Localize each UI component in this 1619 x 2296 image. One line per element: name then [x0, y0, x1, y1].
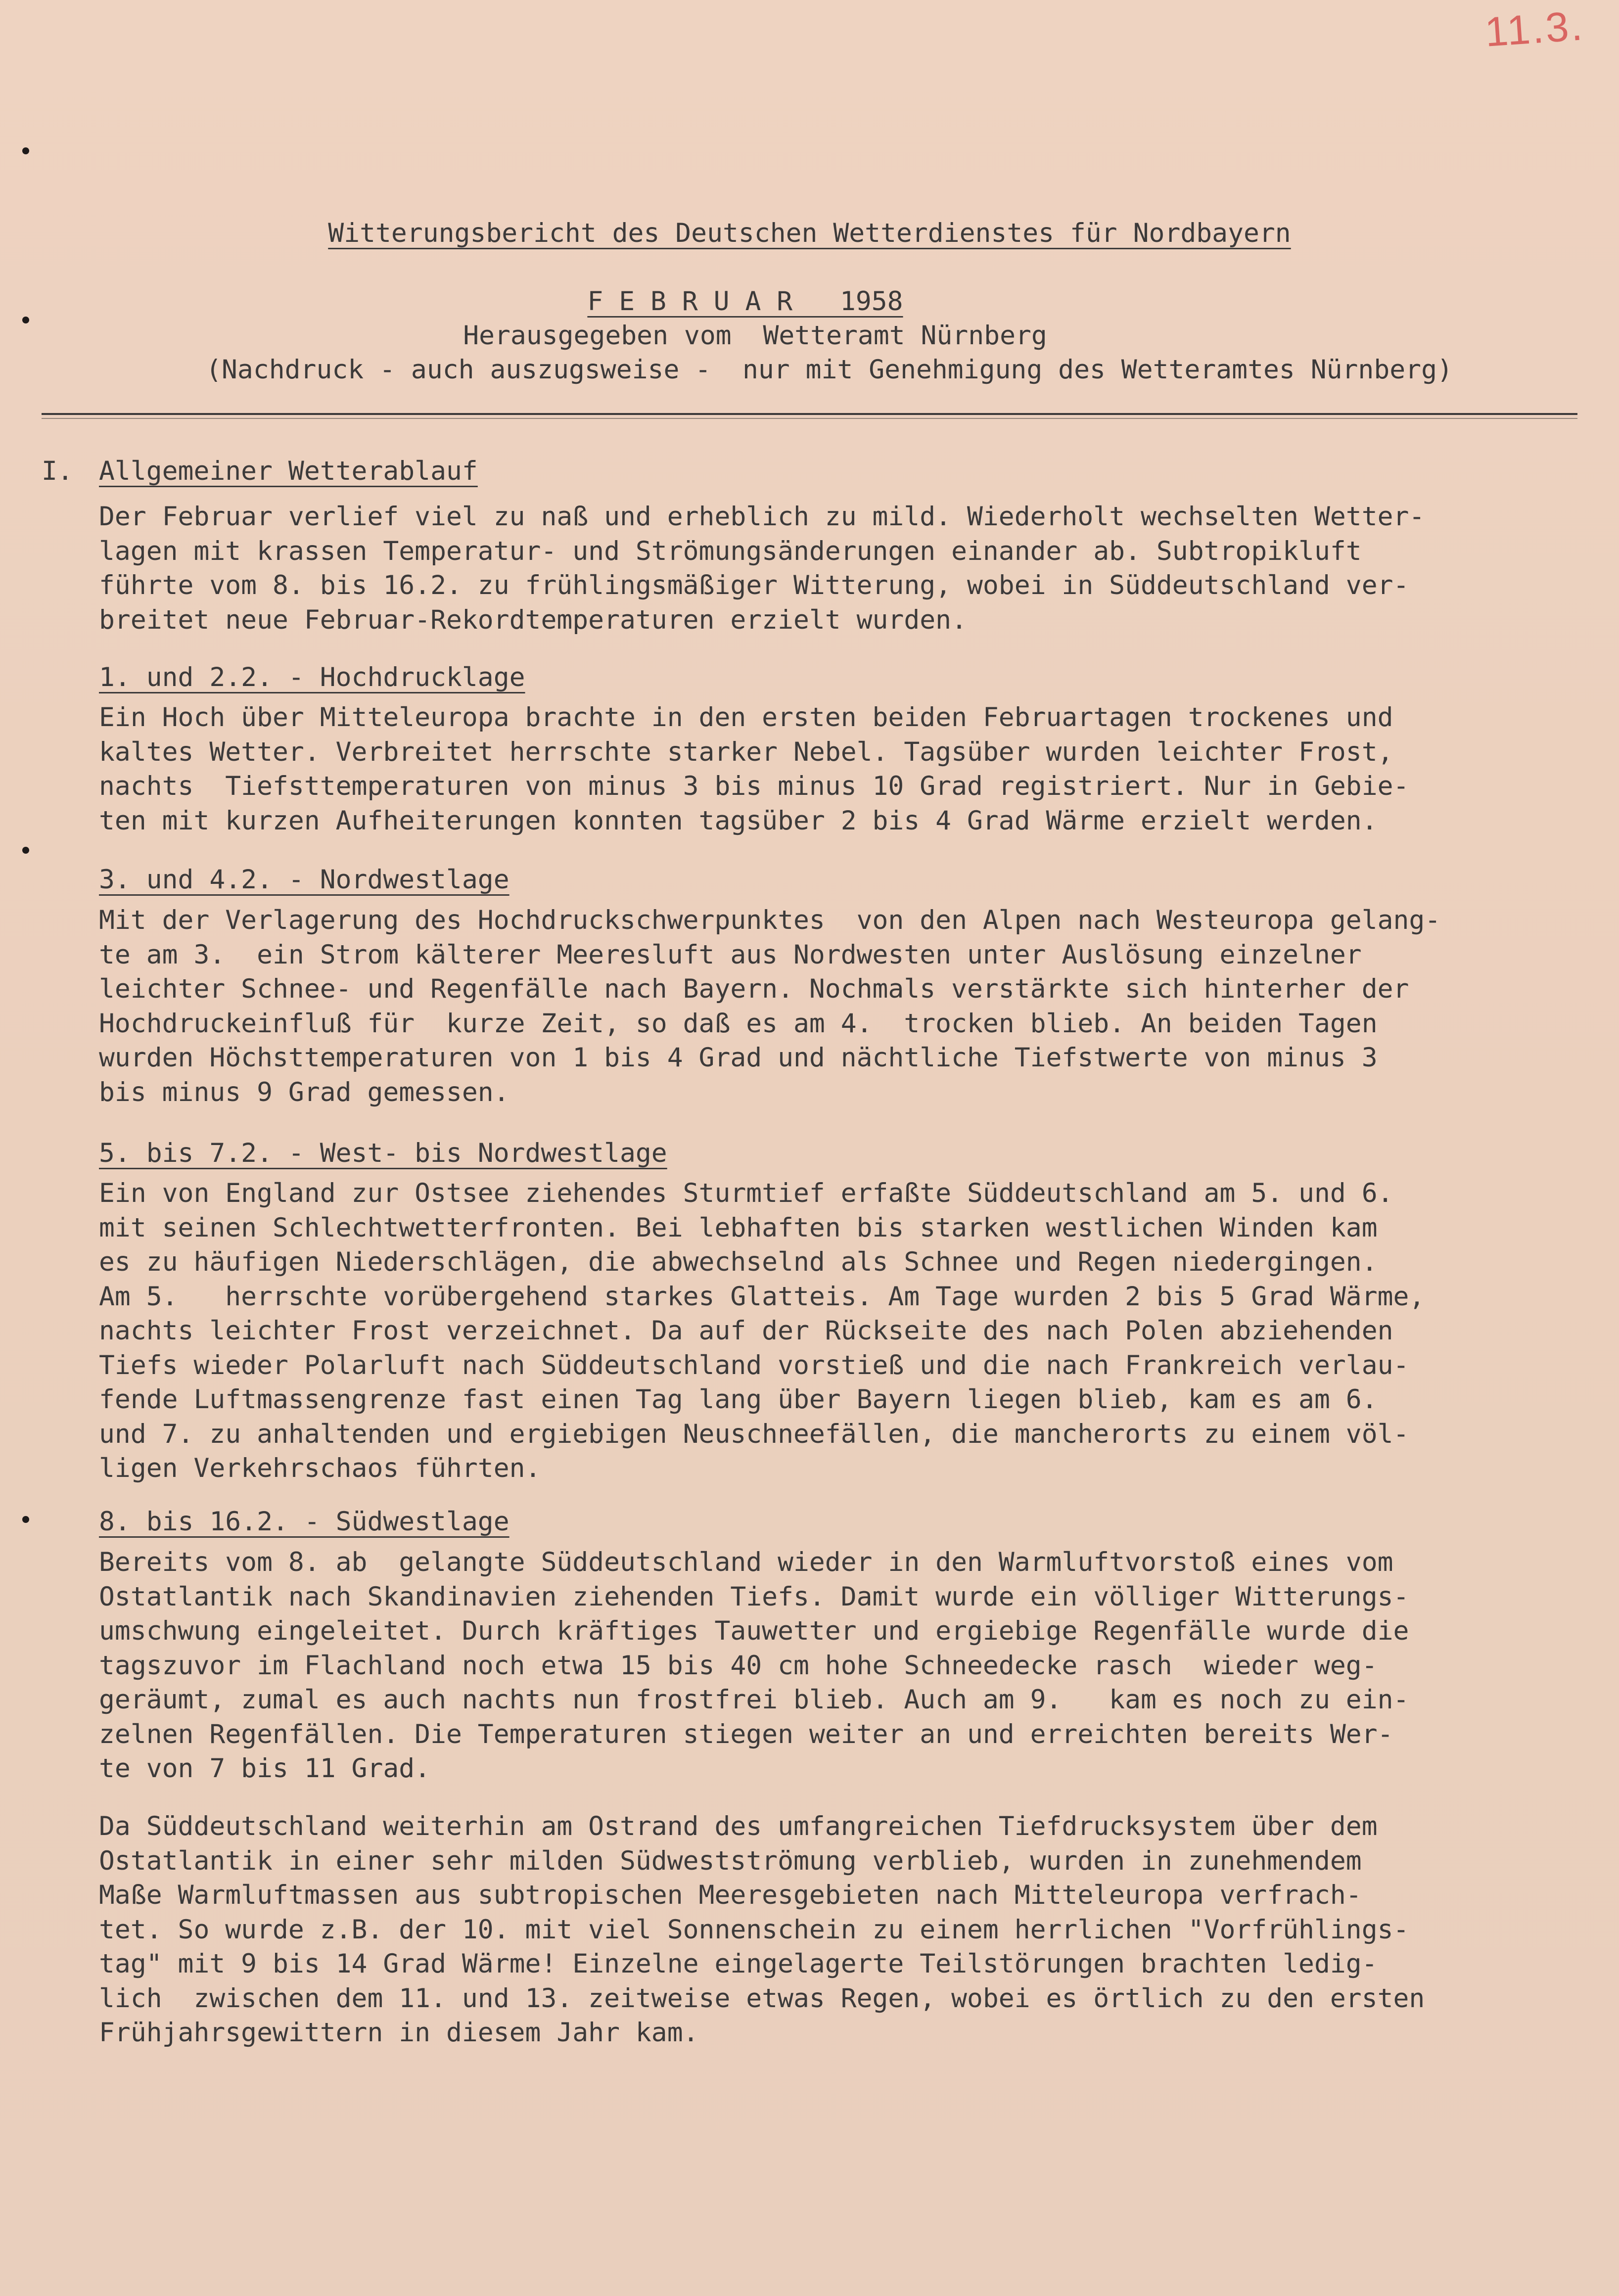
subsection-line: Hochdruckeinfluß für kurze Zeit, so daß es am 4. trocken blieb. An beiden Tagen: [99, 1008, 1378, 1039]
subsection-line: wurden Höchsttemperaturen von 1 bis 4 Grad und nächtliche Tiefstwerte von minus 3: [99, 1043, 1378, 1073]
subsection-line: ten mit kurzen Aufheiterungen konnten tagsüber 2 bis 4 Grad Wärme erzielt werden.: [99, 805, 1378, 836]
section-number: I.: [42, 456, 73, 486]
intro-line: breitet neue Februar-Rekordtemperaturen erzielt wurden.: [99, 604, 967, 635]
subsection-line: geräumt, zumal es auch nachts nun frostfrei blieb. Auch am 9. kam es noch zu ein-: [99, 1685, 1409, 1715]
subsection-line: umschwung eingeleitet. Durch kräftiges Tauwetter und ergiebige Regenfälle wurde die: [99, 1616, 1409, 1646]
intro-line: lagen mit krassen Temperatur- und Strömungsänderungen einander ab. Subtropikluft: [99, 536, 1362, 566]
reprint-notice: (Nachdruck - auch auszugsweise - nur mit Genehmigung des Wetteramtes Nürnberg): [206, 355, 1453, 385]
subsection-line: lich zwischen dem 11. und 13. zeitweise etwas Regen, wobei es örtlich zu den ersten: [99, 1983, 1425, 2014]
subsection-heading: 8. bis 16.2. - Südwestlage: [99, 1507, 509, 1537]
publisher-line: Herausgegeben vom Wetteramt Nürnberg: [463, 321, 1047, 351]
subsection-line: mit seinen Schlechtwetterfronten. Bei lebhaften bis starken westlichen Winden kam: [99, 1212, 1378, 1243]
section-title: Allgemeiner Wetterablauf: [99, 456, 478, 486]
subsection-line: te am 3. ein Strom kälterer Meeresluft aus Nordwesten unter Auslösung einzelner: [99, 939, 1362, 970]
subsection-line: Maße Warmluftmassen aus subtropischen Meeresgebieten nach Mitteleuropa verfrach-: [99, 1880, 1362, 1910]
subsection-line: Ein Hoch über Mitteleuropa brachte in den ersten beiden Februartagen trockenes und: [99, 702, 1393, 733]
subsection-line: Ein von England zur Ostsee ziehendes Sturmtief erfaßte Süddeutschland am 5. und 6.: [99, 1178, 1393, 1208]
subsection-line: Bereits vom 8. ab gelangte Süddeutschland wieder in den Warmluftvorstoß eines vom: [99, 1547, 1393, 1577]
subsection-heading: 5. bis 7.2. - West- bis Nordwestlage: [99, 1138, 667, 1168]
subsection-line: leichter Schnee- und Regenfälle nach Bayern. Nochmals verstärkte sich hinterher der: [99, 974, 1409, 1004]
subsection-line: nachts leichter Frost verzeichnet. Da auf der Rückseite des nach Polen abziehenden: [99, 1316, 1393, 1346]
subsection-line: Ostatlantik nach Skandinavien ziehenden Tiefs. Damit wurde ein völliger Witterungs-: [99, 1581, 1409, 1612]
subsection-heading: 3. und 4.2. - Nordwestlage: [99, 865, 509, 895]
subsection-line: bis minus 9 Grad gemessen.: [99, 1077, 509, 1107]
subsection-line: tag" mit 9 bis 14 Grad Wärme! Einzelne eingelagerte Teilstörungen brachten ledig-: [99, 1949, 1378, 1979]
punch-hole: [22, 1516, 29, 1523]
subsection-line: tet. So wurde z.B. der 10. mit viel Sonnenschein zu einem herrlichen "Vorfrühlings-: [99, 1914, 1409, 1945]
subsection-line: Mit der Verlagerung des Hochdruckschwerpunktes von den Alpen nach Westeuropa gelang-: [99, 905, 1441, 935]
subsection-line: Ostatlantik in einer sehr milden Südwestströmung verblieb, wurden in zunehmendem: [99, 1845, 1362, 1876]
subsection-line: tagszuvor im Flachland noch etwa 15 bis 40 cm hohe Schneedecke rasch wieder weg-: [99, 1650, 1378, 1681]
subsection-line: Am 5. herrschte vorübergehend starkes Glatteis. Am Tage wurden 2 bis 5 Grad Wärme,: [99, 1281, 1425, 1312]
report-month: F E B R U A R 1958: [587, 286, 903, 317]
intro-line: führte vom 8. bis 16.2. zu frühlingsmäßiger Witterung, wobei in Süddeutschland ver-: [99, 570, 1409, 600]
subsection-line: te von 7 bis 11 Grad.: [99, 1753, 431, 1784]
subsection-line: fende Luftmassengrenze fast einen Tag lang über Bayern liegen blieb, kam es am 6.: [99, 1384, 1378, 1415]
subsection-line: Tiefs wieder Polarluft nach Süddeutschland vorstieß und die nach Frankreich verlau-: [99, 1350, 1409, 1380]
handwritten-page-mark: 11.3.: [1483, 2, 1586, 55]
subsection-line: ligen Verkehrschaos führten.: [99, 1453, 541, 1483]
subsection-line: es zu häufigen Niederschlägen, die abwechselnd als Schnee und Regen niedergingen.: [99, 1247, 1378, 1277]
punch-hole: [22, 147, 29, 154]
punch-hole: [22, 847, 29, 854]
subsection-heading: 1. und 2.2. - Hochdrucklage: [99, 662, 525, 692]
subsection-line: Da Süddeutschland weiterhin am Ostrand des umfangreichen Tiefdrucksystem über dem: [99, 1811, 1378, 1841]
report-title: Witterungsbericht des Deutschen Wetterdienstes für Nordbayern: [328, 218, 1291, 248]
subsection-line: Frühjahrsgewittern in diesem Jahr kam.: [99, 2018, 699, 2048]
header-divider: [42, 413, 1577, 415]
intro-line: Der Februar verlief viel zu naß und erheblich zu mild. Wiederholt wechselten Wetter-: [99, 502, 1425, 532]
subsection-line: zelnen Regenfällen. Die Temperaturen stiegen weiter an und erreichten bereits Wer-: [99, 1719, 1393, 1749]
header-divider-shadow: [42, 418, 1577, 419]
subsection-line: kaltes Wetter. Verbreitet herrschte starker Nebel. Tagsüber wurden leichter Frost,: [99, 736, 1393, 767]
subsection-line: nachts Tiefsttemperaturen von minus 3 bis minus 10 Grad registriert. Nur in Gebie-: [99, 771, 1409, 801]
subsection-line: und 7. zu anhaltenden und ergiebigen Neuschneefällen, die mancherorts zu einem völ-: [99, 1419, 1409, 1449]
